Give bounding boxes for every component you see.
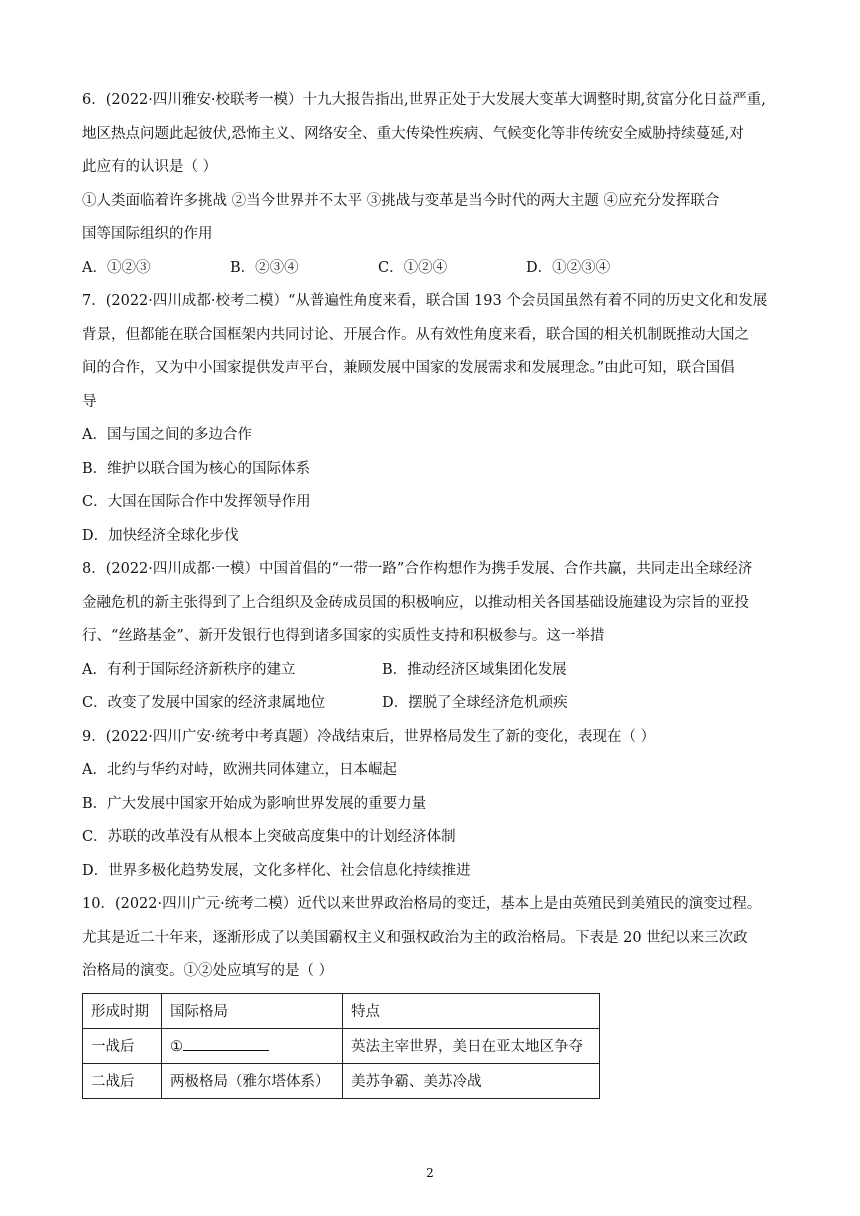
option-d: D．世界多极化趋势发展，文化多样化、社会信息化持续推进 [82,862,471,879]
q6-items-line: 国等国际组织的作用 [82,226,213,242]
q6-stem-line: 此应有的认识是（ ） [82,159,218,175]
q6-stem-line: 地区热点问题此起彼伏,恐怖主义、网络安全、重大传染性疾病、气候变化等非传统安全威胁持续蔓延,对 [82,125,744,142]
option-a: A．有利于国际经济新秩序的建立 [82,661,296,678]
q6-stem-line: 6．(2022·四川雅安·校联考一模）十九大报告指出,世界正处于大发展大变革大调整时期,贫富分化日益严重, [82,92,766,108]
option-a: A．国与国之间的多边合作 [82,427,252,443]
q10-stem-line: 尤其是近二十年来，逐渐形成了以美国霸权主义和强权政治为主的政治格局。下表是 20 世纪以来三次政 [82,929,748,946]
table-row [83,1063,600,1098]
page-number: 2 [426,1166,434,1180]
question-10 [82,888,782,1099]
q8-stem-line: 金融危机的新主张得到了上合组织及金砖成员国的积极响应，以推动相关各国基础设施建设为宗旨的亚投 [82,594,749,611]
q7-stem-line: 导 [82,393,97,410]
option-c: C．①②④ [378,259,448,276]
table-cell: 一战后 [83,1028,162,1063]
table-header-cell: 特点 [343,993,600,1028]
q8-options-row [82,687,782,721]
q8-stem-line: 8．(2022·四川成都·一模）中国首倡的“一带一路”合作构想作为携手发展、合作共赢，共同走出全球经济 [82,561,753,577]
question-7 [82,285,782,553]
table-row [83,1028,600,1063]
option-a: A．北约与华约对峙，欧洲共同体建立，日本崛起 [82,762,397,778]
table-cell: 英法主宰世界，美日在亚太地区争夺 [343,1028,600,1063]
table-header-cell: 国际格局 [162,993,343,1028]
option-a: A．①②③ [82,259,151,276]
fill-in-blank [183,1036,269,1051]
option-c: C．改变了发展中国家的经济隶属地位 [82,695,326,711]
table-cell: 两极格局（雅尔塔体系） [162,1063,343,1098]
question-8 [82,553,782,721]
q6-items-line: ①人类面临着许多挑战 ②当今世界并不太平 ③挑战与变革是当今时代的两大主题 ④应充分发挥联合 [82,192,720,209]
option-b: B．广大发展中国家开始成为影响世界发展的重要力量 [82,795,427,812]
q6-options [82,252,782,286]
option-b: B．维护以联合国为核心的国际体系 [82,460,311,477]
pattern-table [82,993,600,1099]
option-c: C．大国在国际合作中发挥领导作用 [82,494,311,510]
blank-marker: ① [170,1039,183,1055]
q7-stem-line: 间的合作，又为中小国家提供发声平台，兼顾发展中国家的发展需求和发展理念。”由此可知，联合国倡 [82,360,735,376]
option-b: B．推动经济区域集团化发展 [382,661,567,678]
table-cell-blank [162,1028,343,1063]
q9-stem-line: 9．(2022·四川广安·统考中考真题）冷战结束后，世界格局发生了新的变化，表现在（ ） [82,728,656,745]
q10-stem-line: 10．(2022·四川广元·统考二模）近代以来世界政治格局的变迁，基本上是由英殖民到美殖民的演变过程。 [82,896,762,912]
q7-stem-line: 背景，但都能在联合国框架内共同讨论、开展合作。从有效性角度来看，联合国的相关机制既推动大国之 [82,326,749,343]
page-content [82,84,782,1099]
q7-stem-line: 7．(2022·四川成都·校考二模）“从普遍性角度来看，联合国 193 个会员国虽然有着不同的历史文化和发展 [82,293,768,309]
option-b: B．②③④ [230,259,299,276]
q8-stem-line: 行、“丝路基金”、新开发银行也得到诸多国家的实质性支持和积极参与。这一举措 [82,628,605,644]
q8-options-row [82,654,782,688]
question-9 [82,721,782,889]
option-d: D．加快经济全球化步伐 [82,527,239,544]
table-header-row [83,993,600,1028]
option-d: D．①②③④ [526,259,611,276]
q10-stem-line: 治格局的演变。①②处应填写的是（ ） [82,963,334,979]
option-c: C．苏联的改革没有从根本上突破高度集中的计划经济体制 [82,829,456,845]
table-cell: 二战后 [83,1063,162,1098]
question-6 [82,84,782,285]
option-d: D．摆脱了全球经济危机顽疾 [382,695,568,711]
table-cell: 美苏争霸、美苏冷战 [343,1063,600,1098]
table-header-cell: 形成时期 [83,993,162,1028]
